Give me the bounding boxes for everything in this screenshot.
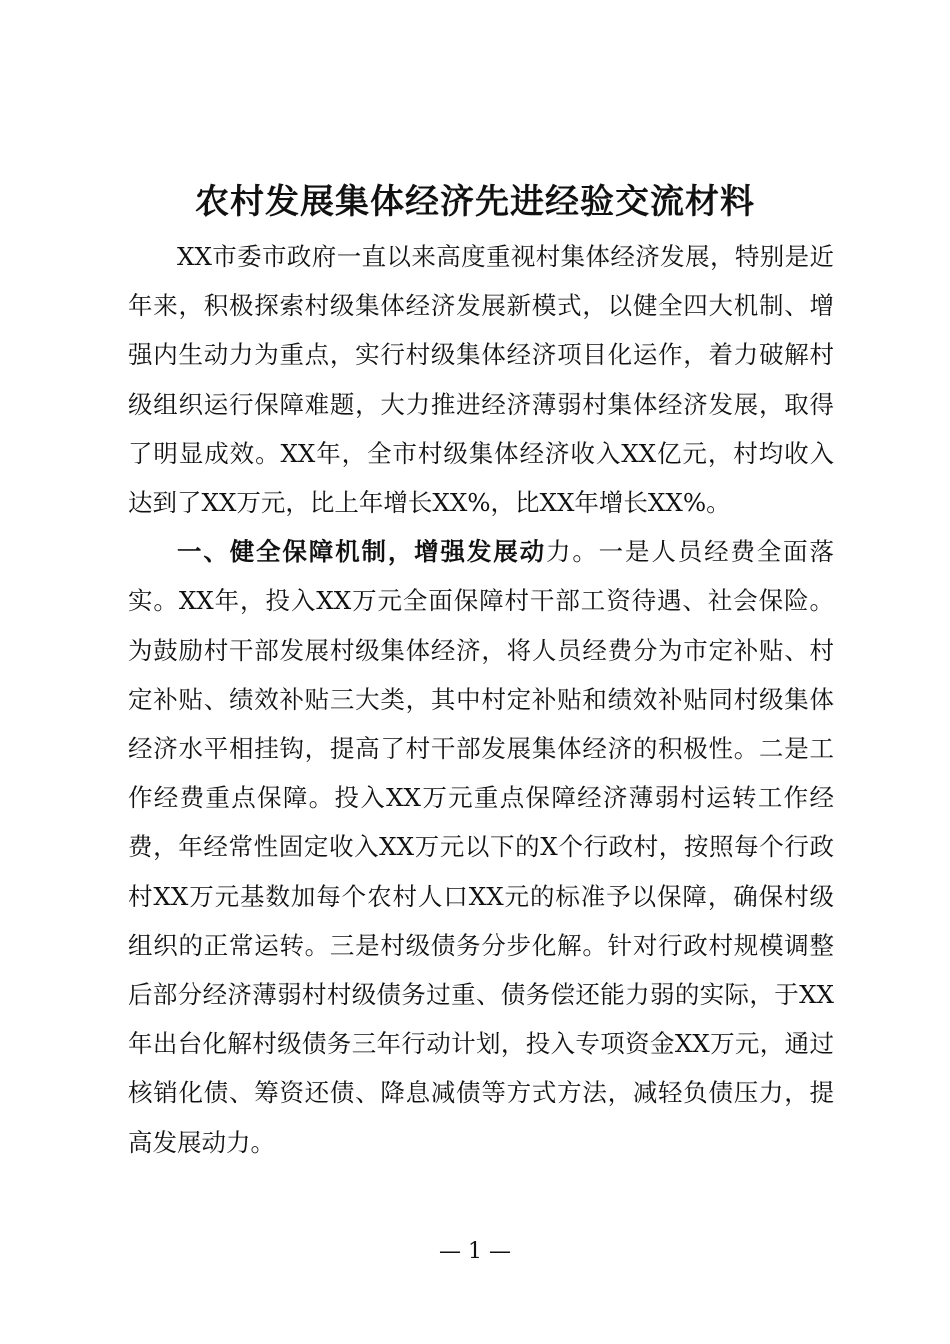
document-body bbox=[128, 232, 834, 1167]
section-1-paragraph bbox=[128, 527, 834, 1167]
intro-paragraph-text: XX市委市政府一直以来高度重视村集体经济发展，特别是近年来，积极探索村级集体经济发展新模式，以健全四大机制、增强内生动力为重点，实行村级集体经济项目化运作，着力破解村级组织运行保障难题，大力推进经济薄弱村集体经济发展，取得了明显成效。XX年，全市村级集体经济收入XX亿元，村均收入达到了XX万元，比上年增长XX%，比XX年增长XX%。 bbox=[128, 242, 834, 518]
document-title: 农村发展集体经济先进经验交流材料 bbox=[195, 182, 755, 222]
section-1-heading: 一、健全保障机制，增强发展动 bbox=[177, 537, 546, 567]
intro-paragraph bbox=[128, 232, 834, 527]
page-number: — 1 — bbox=[439, 1239, 511, 1264]
section-1-text: 力。一是人员经费全面落实。XX年，投入XX万元全面保障村干部工资待遇、社会保险。为鼓励村干部发展村级集体经济，将人员经费分为市定补贴、村定补贴、绩效补贴三大类，其中村定补贴和绩效补贴同村级集体经济水平相挂钩，提高了村干部发展集体经济的积极性。二是工作经费重点保障。投入XX万元重点保障经济薄弱村运转工作经费，年经常性固定收入XX万元以下的X个行政村，按照每个行政村XX万元基数加每个农村人口XX元的标准予以保障，确保村级组织的正常运转。三是村级债务分步化解。针对行政村规模调整后部分经济薄弱村村级债务过重、债务偿还能力弱的实际，于XX年出台化解村级债务三年行动计划，投入专项资金XX万元，通过核销化债、筹资还债、降息减债等方式方法，减轻负债压力，提高发展动力。 bbox=[128, 537, 835, 1157]
